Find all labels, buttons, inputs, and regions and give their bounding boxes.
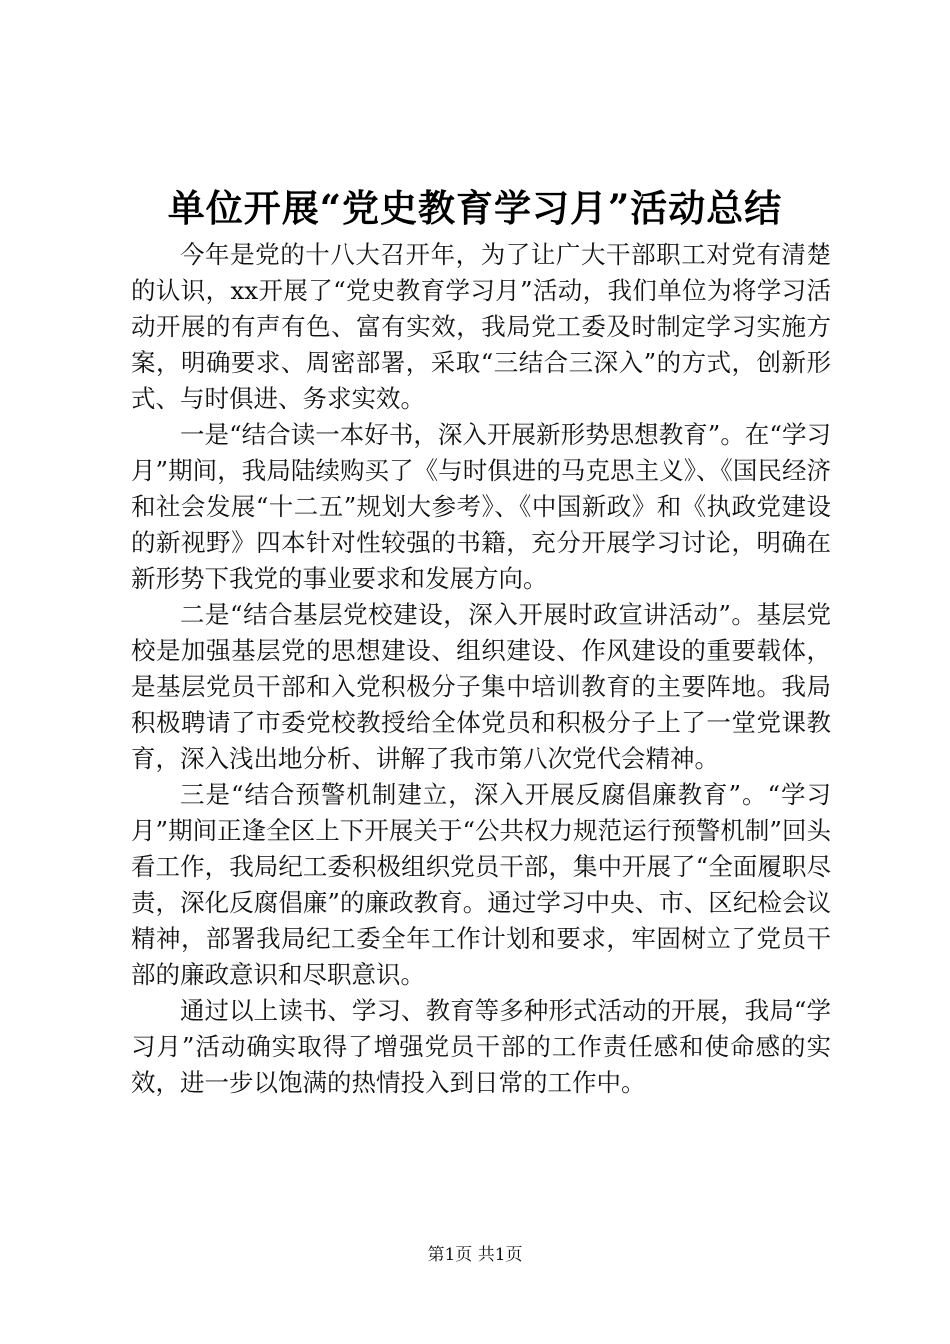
paragraph-second: 二是“结合基层党校建设，深入开展时政宣讲活动”。基层党校是加强基层党的思想建设、组织建设、作风建设的重要载体，是基层党员干部和入党积极分子集中培训教育的主要阵地。我局积极聘请了市委党校教授给全体党员和积极分子上了一堂党课教育，深入浅出地分析、讲解了我市第八次党代会精神。 [131, 600, 831, 773]
page-number-footer: 第1页 共1页 [427, 1245, 523, 1265]
paragraph-first: 一是“结合读一本好书，深入开展新形势思想教育”。在“学习月”期间，我局陆续购买了《与时俱进的马克思主义》、《国民经济和社会发展“十二五”规划大参考》、《中国新政》和《执政党建设的新视野》四本针对性较强的书籍，充分开展学习讨论，明确在新形势下我党的事业要求和发展方向。 [131, 420, 831, 593]
document-title: 单位开展“党史教育学习月”活动总结 [167, 186, 783, 230]
document-body [131, 237, 831, 1101]
paragraph-third: 三是“结合预警机制建立，深入开展反腐倡廉教育”。“学习月”期间正逢全区上下开展关于“公共权力规范运行预警机制”回头看工作，我局纪工委积极组织党员干部，集中开展了“全面履职尽责，深化反腐倡廉”的廉政教育。通过学习中央、市、区纪检会议精神，部署我局纪工委全年工作计划和要求，牢固树立了党员干部的廉政意识和尽职意识。 [131, 780, 831, 989]
paragraph-conclusion: 通过以上读书、学习、教育等多种形式活动的开展，我局“学习月”活动确实取得了增强党员干部的工作责任感和使命感的实效，进一步以饱满的热情投入到日常的工作中。 [131, 996, 831, 1097]
paragraph-intro: 今年是党的十八大召开年，为了让广大干部职工对党有清楚的认识，xx开展了“党史教育学习月”活动，我们单位为将学习活动开展的有声有色、富有实效，我局党工委及时制定学习实施方案，明确要求、周密部署，采取“三结合三深入”的方式，创新形式、与时俱进、务求实效。 [131, 240, 831, 413]
